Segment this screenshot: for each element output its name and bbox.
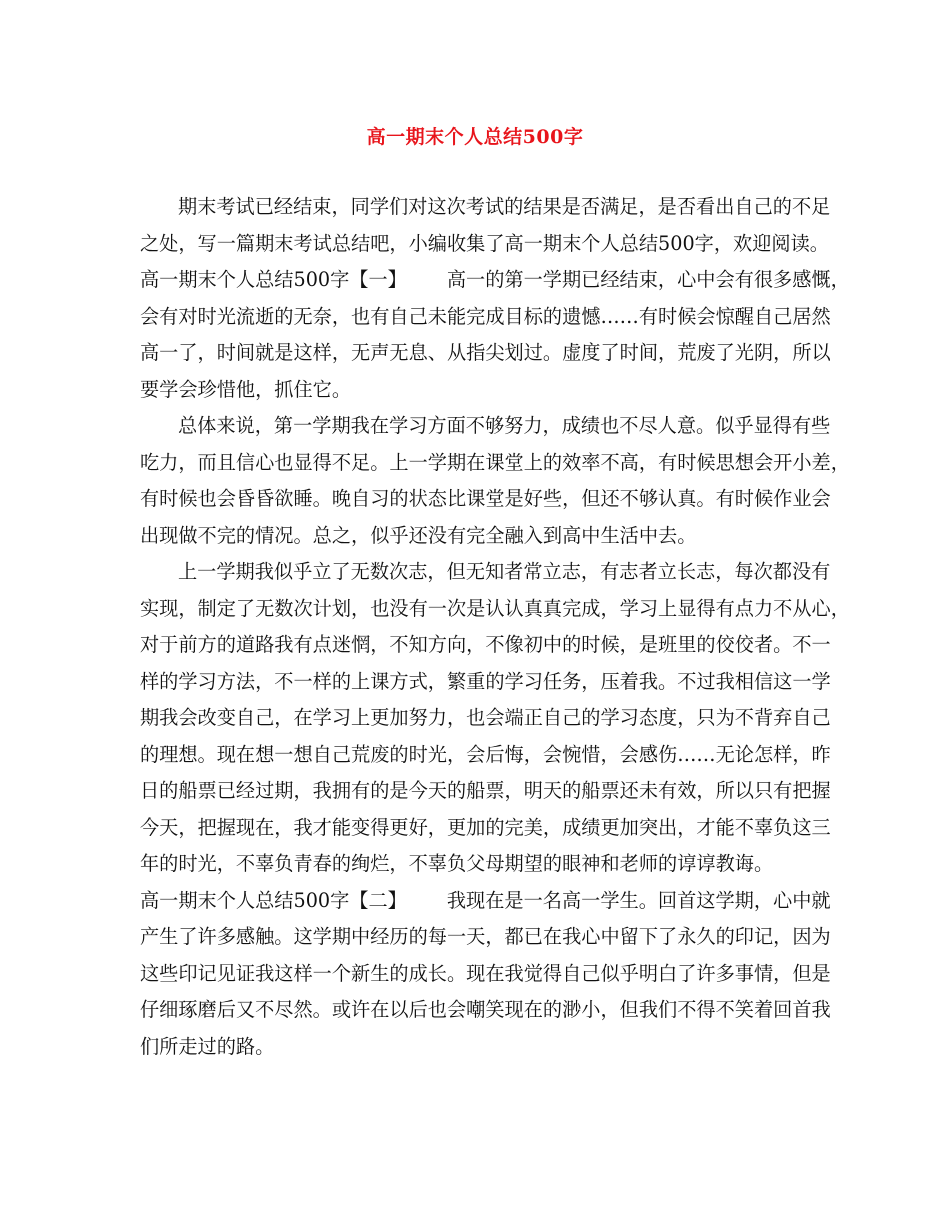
text-line: 产生了许多感触。这学期中经历的每一天，都已在我心中留下了永久的印记，因为 (140, 925, 831, 948)
text-line: 出现做不完的情况。总之，似乎还没有完全融入到高中生活中去。 (140, 523, 697, 547)
text-line: 日的船票已经过期，我拥有的是今天的船票，明天的船票还未有效，所以只有把握 (140, 779, 831, 802)
text-line: 今天，把握现在，我才能变得更好，更加的完美，成绩更加突出，才能不辜负这三 (140, 815, 831, 839)
text-line: 高一了，时间就是这样，无声无息、从指尖划过。虚度了时间，荒废了光阴，所以 (140, 341, 831, 364)
text-line: 仔细琢磨后又不尽然。或许在以后也会嘲笑现在的渺小，但我们不得不笑着回首我 (140, 998, 831, 1021)
text-line: 上一学期我似乎立了无数次志，但无知者常立志，有志者立长志，每次都没有 (178, 560, 831, 583)
text-line: 有时候也会昏昏欲睡。晚自习的状态比课堂是好些，但还不够认真。有时候作业会 (140, 487, 831, 510)
document-title: 高一期末个人总结500字 (366, 126, 584, 148)
text-line: 要学会珍惜他，抓住它。 (140, 377, 352, 401)
text-segment: 高一的第一学期已经结束，心中会有很多感慨， (446, 268, 850, 291)
text-line: 之处，写一篇期末考试总结吧，小编收集了高一期末个人总结500字，欢迎阅读。 (140, 231, 829, 255)
text-line: 实现，制定了无数次计划，也没有一次是认认真真完成，学习上显得有点力不从心， (140, 596, 850, 620)
section-heading: 高一期末个人总结500字【二】 (140, 888, 407, 912)
text-line: 的理想。现在想一想自己荒废的时光，会后悔，会惋惜，会感伤……无论怎样，昨 (140, 742, 831, 766)
text-line: 总体来说，第一学期我在学习方面不够努力，成绩也不尽人意。似乎显得有些 (178, 414, 831, 437)
text-line: 样的学习方法，不一样的上课方式，繁重的学习任务，压着我。不过我相信这一学 (140, 669, 831, 693)
document-body (140, 189, 850, 1065)
section-heading-line (140, 262, 850, 299)
section-heading-line (140, 883, 831, 920)
text-line: 会有对时光流逝的无奈，也有自己未能完成目标的遗憾……有时候会惊醒自己居然 (140, 304, 831, 328)
text-line: 这些印记见证我这样一个新生的成长。现在我觉得自己似乎明白了许多事情，但是 (140, 961, 831, 985)
text-line: 期我会改变自己，在学习上更加努力，也会端正自己的学习态度，只为不背弃自己 (140, 706, 831, 729)
text-segment: 我现在是一名高一学生。回首这学期，心中就 (446, 888, 831, 912)
section-heading: 高一期末个人总结500字【一】 (140, 268, 407, 291)
text-line: 吃力，而且信心也显得不足。上一学期在课堂上的效率不高，有时候思想会开小差， (140, 450, 850, 474)
text-line: 们所走过的路。 (140, 1034, 275, 1058)
text-line: 期末考试已经结束，同学们对这次考试的结果是否满足，是否看出自己的不足 (178, 195, 831, 218)
text-line: 对于前方的道路我有点迷惘，不知方向，不像初中的时候，是班里的佼佼者。不一 (140, 633, 831, 656)
text-line: 年的时光，不辜负青春的绚烂，不辜负父母期望的眼神和老师的谆谆教诲。 (140, 852, 774, 875)
